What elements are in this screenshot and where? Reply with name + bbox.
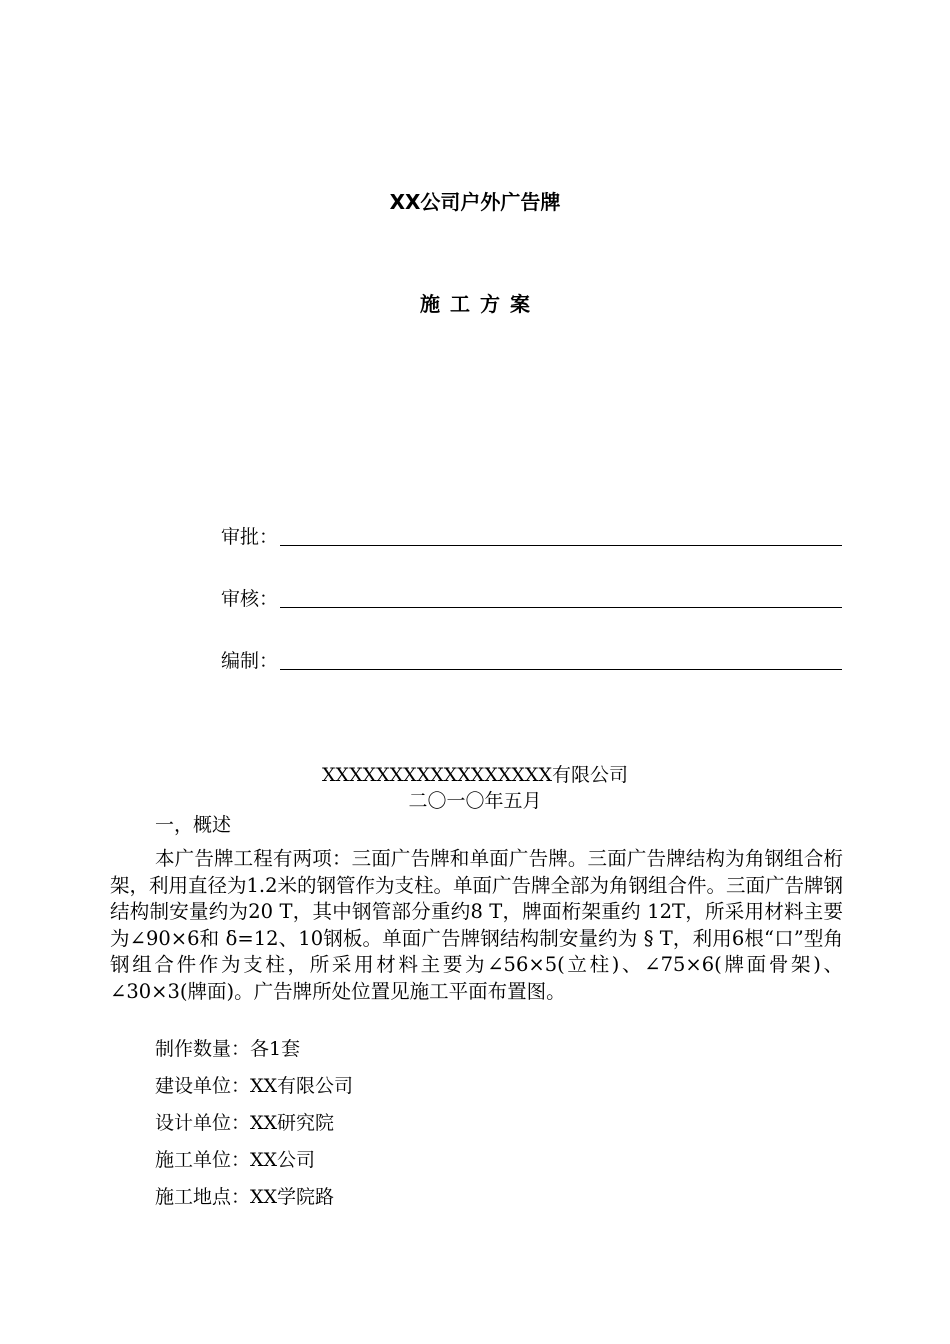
- compile-label: 编制：: [221, 650, 279, 672]
- client-line: 建设单位：XX有限公司: [155, 1075, 354, 1097]
- review-signature-line: [280, 607, 842, 608]
- approve-signature-line: [280, 545, 842, 546]
- overview-paragraph: 本广告牌工程有两项：三面广告牌和单面广告牌。三面广告牌结构为角钢组合桁架，利用直径为1.2米的钢管作为支柱。单面广告牌全部为角钢组合件。三面广告牌钢结构制安量约为20 T，其中钢管部分重约8 T，牌面桁架重约 12T，所采用材料主要为∠90×6和 δ=12、10钢板。单面广告牌钢结构制安量约为 § T，利用6根“口”型角钢组合件作为支柱，所采用材料主要为∠56×5(立柱)、∠75×6(牌面骨架)、∠30×3(牌面)。广告牌所处位置见施工平面布置图。: [110, 847, 844, 1003]
- compile-signature-row: [221, 644, 842, 674]
- document-title: XX公司户外广告牌: [389, 190, 561, 214]
- document-date: 二〇一〇年五月: [408, 790, 542, 812]
- compile-signature-line: [280, 669, 842, 670]
- contractor-line: 施工单位：XX公司: [155, 1149, 316, 1171]
- approve-label: 审批：: [221, 526, 279, 548]
- quantity-line: 制作数量：各1套: [155, 1038, 301, 1060]
- review-label: 审核：: [221, 588, 279, 610]
- designer-line: 设计单位：XX研究院: [155, 1112, 335, 1134]
- approve-signature-row: [221, 520, 842, 550]
- review-signature-row: [221, 582, 842, 612]
- section-heading: 一，概述: [155, 814, 232, 836]
- document-subtitle: 施工方案: [420, 292, 540, 316]
- company-name: XXXXXXXXXXXXXXXXX有限公司: [322, 764, 628, 786]
- location-line: 施工地点：XX学院路: [155, 1186, 335, 1208]
